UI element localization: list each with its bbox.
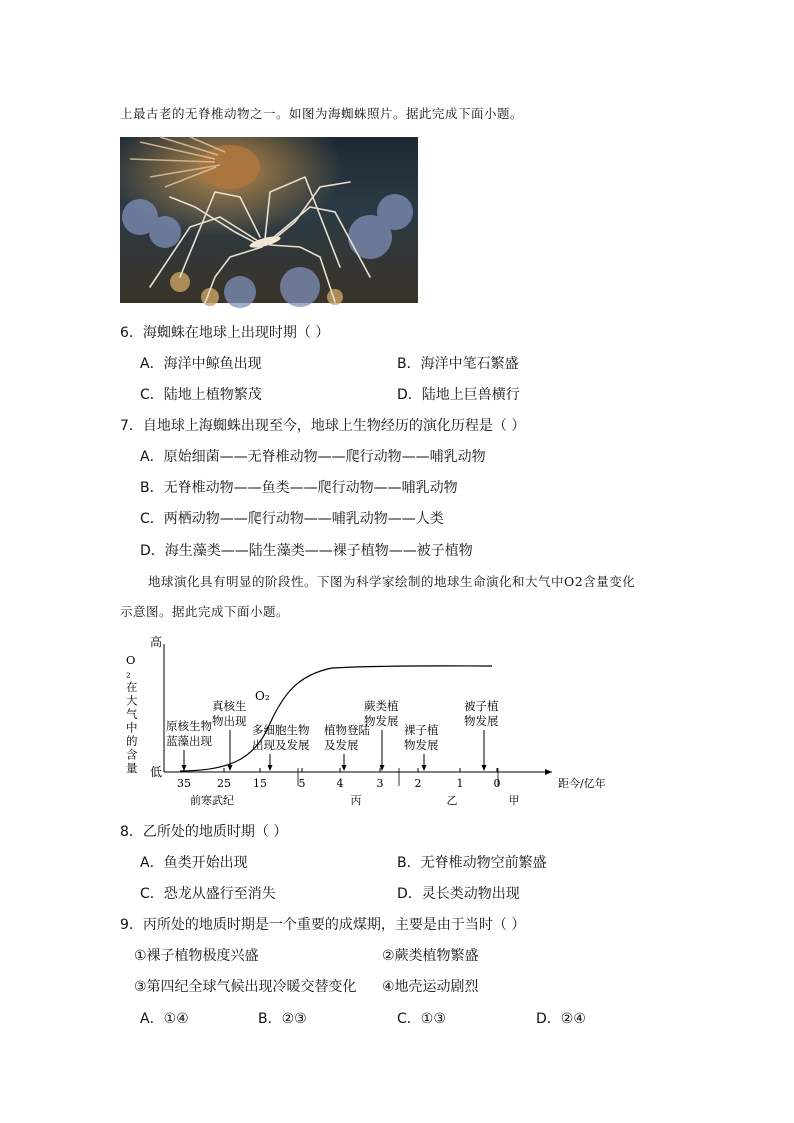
- q8-option-a[interactable]: A．鱼类开始出现: [140, 855, 248, 871]
- q9-option-a[interactable]: A．①④: [140, 1011, 189, 1027]
- question-9-stem: 9．丙所处的地质时期是一个重要的成煤期，主要是由于当时（ ）: [120, 917, 526, 933]
- event-label-line1: 植物登陆: [324, 723, 370, 737]
- q9-option-b[interactable]: B．②③: [258, 1011, 307, 1027]
- event-arrowhead: [182, 765, 187, 771]
- event-arrowhead: [228, 765, 233, 771]
- x-tick-label: 25: [217, 777, 231, 790]
- intro-text: 上最古老的无脊椎动物之一。如图为海蜘蛛照片。据此完成下面小题。: [120, 106, 524, 121]
- event-arrowhead: [268, 765, 273, 771]
- x-tick-label: 0: [493, 777, 501, 790]
- y-label-char: 气: [126, 707, 138, 721]
- x-tick-label: 15: [253, 777, 267, 790]
- q8-option-d[interactable]: D．灵长类动物出现: [397, 886, 520, 902]
- y-label-char: 的: [126, 734, 138, 748]
- q6-option-c[interactable]: C．陆地上植物繁茂: [140, 387, 262, 403]
- sea-spider-photo: [120, 137, 418, 303]
- event-label-line1: 裸子植: [404, 723, 439, 737]
- question-8-stem: 8．乙所处的地质时期（ ）: [120, 824, 288, 840]
- q9-item-1: ①裸子植物极度兴盛: [134, 948, 259, 964]
- q9-item-2: ②蕨类植物繁盛: [382, 948, 479, 964]
- event-label-line2: 物出现: [212, 714, 247, 728]
- y-label-char: 在: [126, 680, 138, 694]
- event-arrowhead: [342, 765, 347, 771]
- event-label-line1: 蕨类植: [364, 699, 399, 713]
- q9-item-4: ④地壳运动剧烈: [382, 979, 479, 995]
- x-tick-label: 2: [414, 777, 422, 790]
- event-arrowhead: [422, 765, 427, 771]
- q7-option-b[interactable]: B．无脊椎动物——鱼类——爬行动物——哺乳动物: [140, 480, 458, 496]
- era-label: 乙: [446, 794, 458, 807]
- event-arrowhead: [482, 765, 487, 771]
- q6-option-b[interactable]: B．海洋中笔石繁盛: [397, 356, 519, 372]
- q8-option-c[interactable]: C．恐龙从盛行至消失: [140, 886, 276, 902]
- era-label: 甲: [508, 794, 520, 807]
- era-label: 丙: [350, 794, 362, 807]
- sea-spider-image: [120, 137, 418, 303]
- o2-evolution-chart: [112, 630, 606, 810]
- x-tick-label: 4: [336, 777, 344, 790]
- y-label-char: 含: [126, 747, 138, 762]
- q7-option-d[interactable]: D．海生藻类——陆生藻类——裸子植物——被子植物: [140, 543, 473, 559]
- y-label-char: 中: [126, 720, 138, 735]
- event-label-line1: 原核生物: [166, 719, 212, 733]
- intro-2-line-2: 示意图。据此完成下面小题。: [120, 604, 290, 619]
- era-label: 前寒武纪: [190, 794, 234, 807]
- y-low-label: 低: [150, 765, 163, 779]
- y-label-char: O: [126, 653, 136, 667]
- q6-option-a[interactable]: A．海洋中鲸鱼出现: [140, 356, 262, 372]
- x-axis-arrow: [545, 769, 552, 775]
- event-label-line1: 真核生: [212, 699, 247, 713]
- y-high-label: 高: [150, 635, 163, 649]
- q7-option-c[interactable]: C．两栖动物——爬行动物——哺乳动物——人类: [140, 511, 444, 527]
- event-label-line2: 及发展: [324, 738, 359, 752]
- x-tick-label: 3: [376, 777, 384, 790]
- x-axis-label: 距今/亿年: [558, 777, 606, 790]
- q9-item-3: ③第四纪全球气候出现冷暖交替变化: [134, 979, 357, 995]
- x-tick-label: 1: [456, 777, 464, 790]
- q9-option-c[interactable]: C．①③: [397, 1011, 446, 1027]
- intro-2-line-1: 地球演化具有明显的阶段性。下图为科学家绘制的地球生命演化和大气中O2含量变化: [148, 574, 636, 589]
- question-7-stem: 7．自地球上海蜘蛛出现至今，地球上生物经历的演化历程是（ ）: [120, 418, 526, 434]
- event-label-line2: 物发展: [464, 714, 499, 728]
- q8-option-b[interactable]: B．无脊椎动物空前繁盛: [397, 855, 547, 871]
- q9-option-d[interactable]: D．②④: [536, 1011, 586, 1027]
- event-label-line2: 物发展: [404, 738, 439, 752]
- x-tick-label: 35: [177, 777, 191, 790]
- chart-svg: [112, 630, 606, 810]
- event-label-line1: 多细胞生物: [252, 723, 310, 737]
- y-label-char: ₂: [126, 666, 131, 681]
- event-label-line2: 物发展: [364, 714, 399, 728]
- o2-series-label: O₂: [255, 689, 270, 703]
- question-6-stem: 6．海蜘蛛在地球上出现时期（ ）: [120, 325, 330, 341]
- y-label-char: 量: [126, 761, 138, 775]
- event-label-line2: 蓝藻出现: [166, 734, 212, 748]
- y-label-char: 大: [126, 693, 138, 708]
- event-label-line2: 出现及发展: [252, 738, 310, 752]
- q7-option-a[interactable]: A．原始细菌——无脊椎动物——爬行动物——哺乳动物: [140, 449, 486, 465]
- q6-option-d[interactable]: D．陆地上巨兽横行: [397, 387, 520, 403]
- x-tick-label: 5: [298, 777, 306, 790]
- event-label-line1: 被子植: [464, 699, 499, 713]
